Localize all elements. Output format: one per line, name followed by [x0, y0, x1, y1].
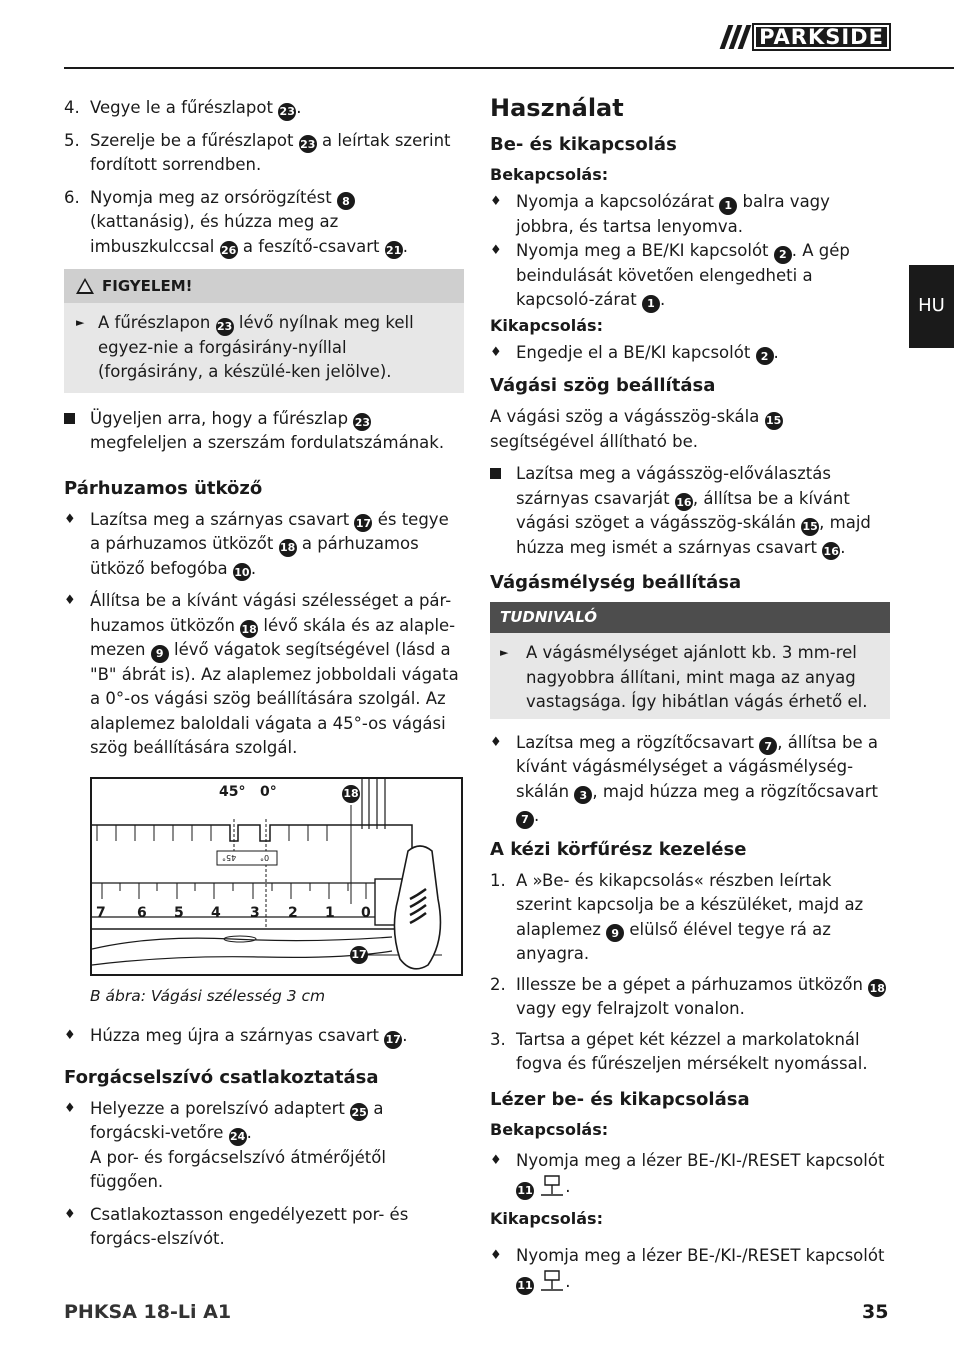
item-text: , majd húzza meg ismét a szárnyas csavart	[516, 513, 871, 557]
bullet-item	[490, 731, 890, 829]
bullet-item	[64, 589, 464, 761]
item-text: .	[565, 1272, 571, 1291]
item-text: .	[773, 342, 779, 362]
item-text: .	[246, 1123, 252, 1142]
item-text: , majd húzza meg a rögzítőcsavart	[592, 781, 878, 801]
tiny-label-0: 0°	[260, 852, 270, 862]
scale-numbers	[96, 901, 376, 921]
step-text: .	[402, 236, 408, 256]
note-header: TUDNIVALÓ	[490, 602, 890, 633]
ref-number: 1	[719, 197, 737, 215]
tiny-label-45: 45°	[222, 852, 237, 862]
section-heading-dust: Forgácselszívó csatlakoztatása	[64, 1066, 379, 1088]
scale-number: 6	[137, 904, 147, 921]
sub-label-on: Bekapcsolás:	[490, 165, 609, 184]
ref-number: 25	[350, 1103, 368, 1121]
item-text: Lazítsa meg a rögzítőcsavart	[516, 732, 760, 752]
item-text: balra vagy jobbra, és tartsa lenyomva.	[516, 192, 830, 236]
bullet-item	[490, 239, 890, 313]
ref-number: 15	[765, 412, 783, 430]
handling-step-3	[490, 1028, 890, 1077]
ref-number: 7	[516, 811, 534, 829]
handling-step-1	[490, 869, 890, 967]
item-text: Nyomja meg a lézer BE-/KI-/RESET kapcsolót	[516, 1245, 885, 1265]
step-text: vagy egy felrajzolt vonalon.	[516, 999, 745, 1018]
scale-number: 3	[250, 904, 260, 921]
step-text: elülső élével tegye rá az anyagra.	[516, 919, 831, 963]
ref-number: 15	[801, 518, 819, 536]
body-text: segítségével állítható be.	[490, 431, 698, 451]
ref-number: 3	[574, 786, 592, 804]
item-text: és tegye a párhuzamos ütközőt	[90, 509, 449, 553]
angle-intro	[490, 405, 890, 454]
step-text: Szerelje be a fűrészlapot	[90, 130, 299, 150]
bullet-item	[64, 1024, 464, 1049]
language-tab: HU	[909, 265, 954, 348]
note-box	[490, 602, 890, 719]
step-text: .	[296, 98, 302, 117]
note-body	[490, 633, 890, 719]
step-text: Illessze be a gépet a párhuzamos ütközőn	[516, 974, 869, 994]
step-text: Vegye le a fűrészlapot	[90, 98, 279, 117]
arrow-right-icon: ►	[500, 646, 509, 659]
ref-number: 8	[337, 192, 355, 210]
item-text: .	[659, 290, 666, 309]
diamond-bullet-icon: ♦	[490, 1152, 502, 1168]
ref-number: 23	[299, 135, 317, 153]
item-text: . A gép beindulását követően elengedheti a kapcsoló-zárat	[516, 241, 850, 309]
diamond-bullet-icon: ♦	[64, 593, 76, 608]
label-45-degree: 45°	[219, 783, 246, 800]
square-bullet-icon	[490, 468, 501, 479]
diamond-bullet-icon: ♦	[64, 1028, 76, 1043]
header-rule	[64, 67, 954, 69]
ref-number: 2	[756, 347, 774, 365]
right-column	[490, 92, 890, 1303]
step-text: A »Be- és kikapcsolás« részben leírtak szerint kapcsolja be a készüléket, majd az alaplemez	[516, 870, 864, 939]
item-text: , állítsa be a kívánt vágásmélységet a vágásmélység-skálán	[516, 732, 878, 801]
item-text: lévő skála és az alaple-mezen	[90, 615, 456, 659]
step-text: Nyomja meg az orsórögzítést	[90, 187, 337, 207]
ref-number: 9	[151, 645, 169, 663]
handling-step-2	[490, 973, 890, 1022]
callout-18: 18	[342, 785, 360, 803]
item-text: .	[840, 537, 846, 557]
step-6	[64, 186, 464, 260]
bullet-item	[490, 1149, 890, 1200]
ref-number: 9	[606, 924, 624, 942]
step-text: (kattanásig), és húzza meg az imbuszkulccsal	[90, 212, 339, 256]
item-text: a forgácski-vetőre	[90, 1098, 384, 1142]
item-text: Nyomja a kapcsolózárat	[516, 192, 720, 211]
ref-number: 17	[384, 1031, 402, 1049]
diamond-bullet-icon: ♦	[64, 1100, 76, 1116]
item-text: lévő vágatok segítségével (lásd a "B" ábrát is). Az alaplemez jobboldali vágata a 0°-os vágási szög beállítására szolgál. Az alaplemez baloldali vágata a 45°-os vágási szög beállítására szolgál.	[90, 640, 459, 757]
ref-number: 18	[279, 539, 297, 557]
arrow-right-icon: ►	[76, 316, 85, 329]
ref-number: 11	[516, 1277, 534, 1295]
diamond-bullet-icon: ♦	[64, 511, 76, 527]
logo-brand-text: PARKSIDE	[752, 23, 891, 51]
note-text: A vágásmélységet ajánlott kb. 3 mm-rel nagyobbra állítani, mint maga az anyag vastagsága. Így hibátlan vágás érhető el.	[526, 643, 868, 711]
warning-box	[64, 269, 464, 393]
item-text: megfeleljen a szerszám fordulatszámának.	[90, 433, 445, 452]
warning-header	[64, 269, 464, 303]
ref-number: 26	[220, 241, 238, 259]
ref-number: 1	[642, 295, 660, 313]
laser-icon	[539, 1173, 565, 1197]
item-text: .	[565, 1177, 571, 1196]
item-text: .	[250, 558, 257, 578]
ref-number: 23	[278, 103, 296, 121]
page-title: Használat	[490, 94, 624, 122]
step-text: Tartsa a gépet két kézzel a markolatoknál fogva és fűrészeljen mérsékelt nyomással.	[516, 1029, 868, 1073]
step-5	[64, 129, 464, 178]
figure-b-drawing	[92, 779, 463, 976]
item-text: Engedje el a BE/KI kapcsolót	[516, 342, 756, 362]
item-text: Lazítsa meg a vágásszög-előválasztás szárnyas csavarját	[516, 464, 831, 508]
item-text: Csatlakoztasson engedélyezett por- és forgács-elszívót.	[90, 1204, 409, 1248]
bullet-item	[64, 508, 464, 582]
ref-number: 16	[822, 542, 840, 560]
item-text: Helyezze a porelszívó adaptert	[90, 1098, 351, 1118]
diamond-bullet-icon: ♦	[490, 243, 502, 258]
scale-number: 5	[174, 904, 184, 921]
ref-number: 23	[353, 413, 371, 431]
ref-number: 16	[675, 493, 693, 511]
diamond-bullet-icon: ♦	[490, 1247, 502, 1263]
sub-label-off: Kikapcsolás:	[490, 315, 603, 335]
parkside-logo	[716, 23, 891, 51]
sub-label-off: Kikapcsolás:	[490, 1208, 603, 1228]
ref-number: 7	[759, 737, 777, 755]
section-heading-parallel: Párhuzamos ütköző	[64, 477, 263, 499]
item-text: Nyomja meg a BE/KI kapcsolót	[516, 241, 774, 260]
logo-stripes	[716, 23, 752, 51]
step-number: 3.	[490, 1029, 506, 1049]
left-column	[64, 96, 464, 1260]
ref-number: 21	[385, 241, 403, 259]
item-text: Lazítsa meg a szárnyas csavart	[90, 509, 355, 529]
bullet-item	[64, 1097, 464, 1195]
item-text: , állítsa be a kívánt vágási szöget a vágásszög-skálán	[516, 488, 850, 532]
step-text: a leírtak szerint fordított sorrendben.	[90, 130, 451, 174]
label-0-degree: 0°	[260, 783, 277, 800]
footer-model: PHKSA 18-Li A1	[64, 1301, 232, 1323]
scale-number: 0	[361, 904, 371, 921]
callout-17: 17	[350, 946, 368, 964]
diamond-bullet-icon: ♦	[64, 1206, 76, 1222]
body-text: A vágási szög a vágásszög-skála	[490, 407, 765, 426]
scale-number: 4	[211, 904, 221, 921]
ref-number: 18	[240, 620, 258, 638]
warning-body	[64, 303, 464, 393]
bullet-item	[490, 1244, 890, 1295]
scale-number: 2	[288, 904, 298, 921]
bullet-item	[64, 1203, 464, 1252]
item-text: .	[534, 806, 540, 825]
ref-number: 11	[516, 1182, 534, 1200]
item-text: Ügyeljen arra, hogy a fűrészlap	[90, 408, 354, 428]
laser-icon	[539, 1268, 565, 1292]
figure-b-illustration	[90, 777, 463, 976]
square-bullet-item	[490, 462, 890, 560]
scale-number: 1	[325, 904, 335, 921]
section-heading-laser: Lézer be- és kikapcsolása	[490, 1088, 750, 1110]
page-number: 35	[862, 1301, 889, 1323]
sub-label-on: Bekapcsolás:	[490, 1119, 609, 1139]
item-text: a párhuzamos ütköző befogóba	[90, 534, 419, 578]
ref-number: 24	[229, 1128, 247, 1146]
step-number: 1.	[490, 870, 506, 890]
square-bullet-item	[64, 407, 464, 456]
square-bullet-icon	[64, 413, 75, 424]
diamond-bullet-icon: ♦	[490, 194, 502, 209]
ref-number: 2	[774, 246, 792, 264]
warning-text: A fűrészlapon	[98, 313, 216, 332]
bullet-item	[490, 190, 890, 239]
ref-number: 10	[233, 563, 251, 581]
ref-number: 23	[216, 318, 234, 336]
section-heading-onoff: Be- és kikapcsolás	[490, 134, 677, 155]
diamond-bullet-icon: ♦	[490, 344, 502, 360]
step-number: 5.	[64, 130, 80, 150]
warning-icon	[76, 278, 94, 294]
item-text: Húzza meg újra a szárnyas csavart	[90, 1026, 385, 1045]
section-heading-handling: A kézi körfűrész kezelése	[490, 838, 747, 860]
diamond-bullet-icon: ♦	[490, 734, 502, 750]
warning-title: FIGYELEM!	[102, 276, 193, 295]
scale-number: 7	[96, 904, 106, 921]
figure-caption: B ábra: Vágási szélesség 3 cm	[90, 986, 326, 1005]
step-number: 2.	[490, 974, 506, 994]
item-text: Állítsa be a kívánt vágási szélességet a pár-huzamos ütközőn	[90, 591, 452, 635]
item-text: A por- és forgácselszívó átmérőjétől függően.	[90, 1147, 386, 1191]
step-4	[64, 96, 464, 121]
section-heading-depth: Vágásmélység beállítása	[490, 572, 742, 593]
bullet-item	[490, 341, 890, 366]
item-text: .	[402, 1026, 408, 1045]
step-number: 4.	[64, 98, 80, 117]
step-text: a feszítő-csavart	[237, 236, 385, 256]
ref-number: 17	[354, 514, 372, 532]
step-number: 6.	[64, 187, 80, 207]
item-text: Nyomja meg a lézer BE-/KI-/RESET kapcsolót	[516, 1150, 885, 1170]
warning-text: lévő nyílnak meg kell egyez-nie a forgásirány-nyíllal (forgásirány, a készülé-ken jelölve).	[98, 313, 414, 381]
section-heading-angle: Vágási szög beállítása	[490, 375, 716, 396]
ref-number: 18	[868, 979, 886, 997]
